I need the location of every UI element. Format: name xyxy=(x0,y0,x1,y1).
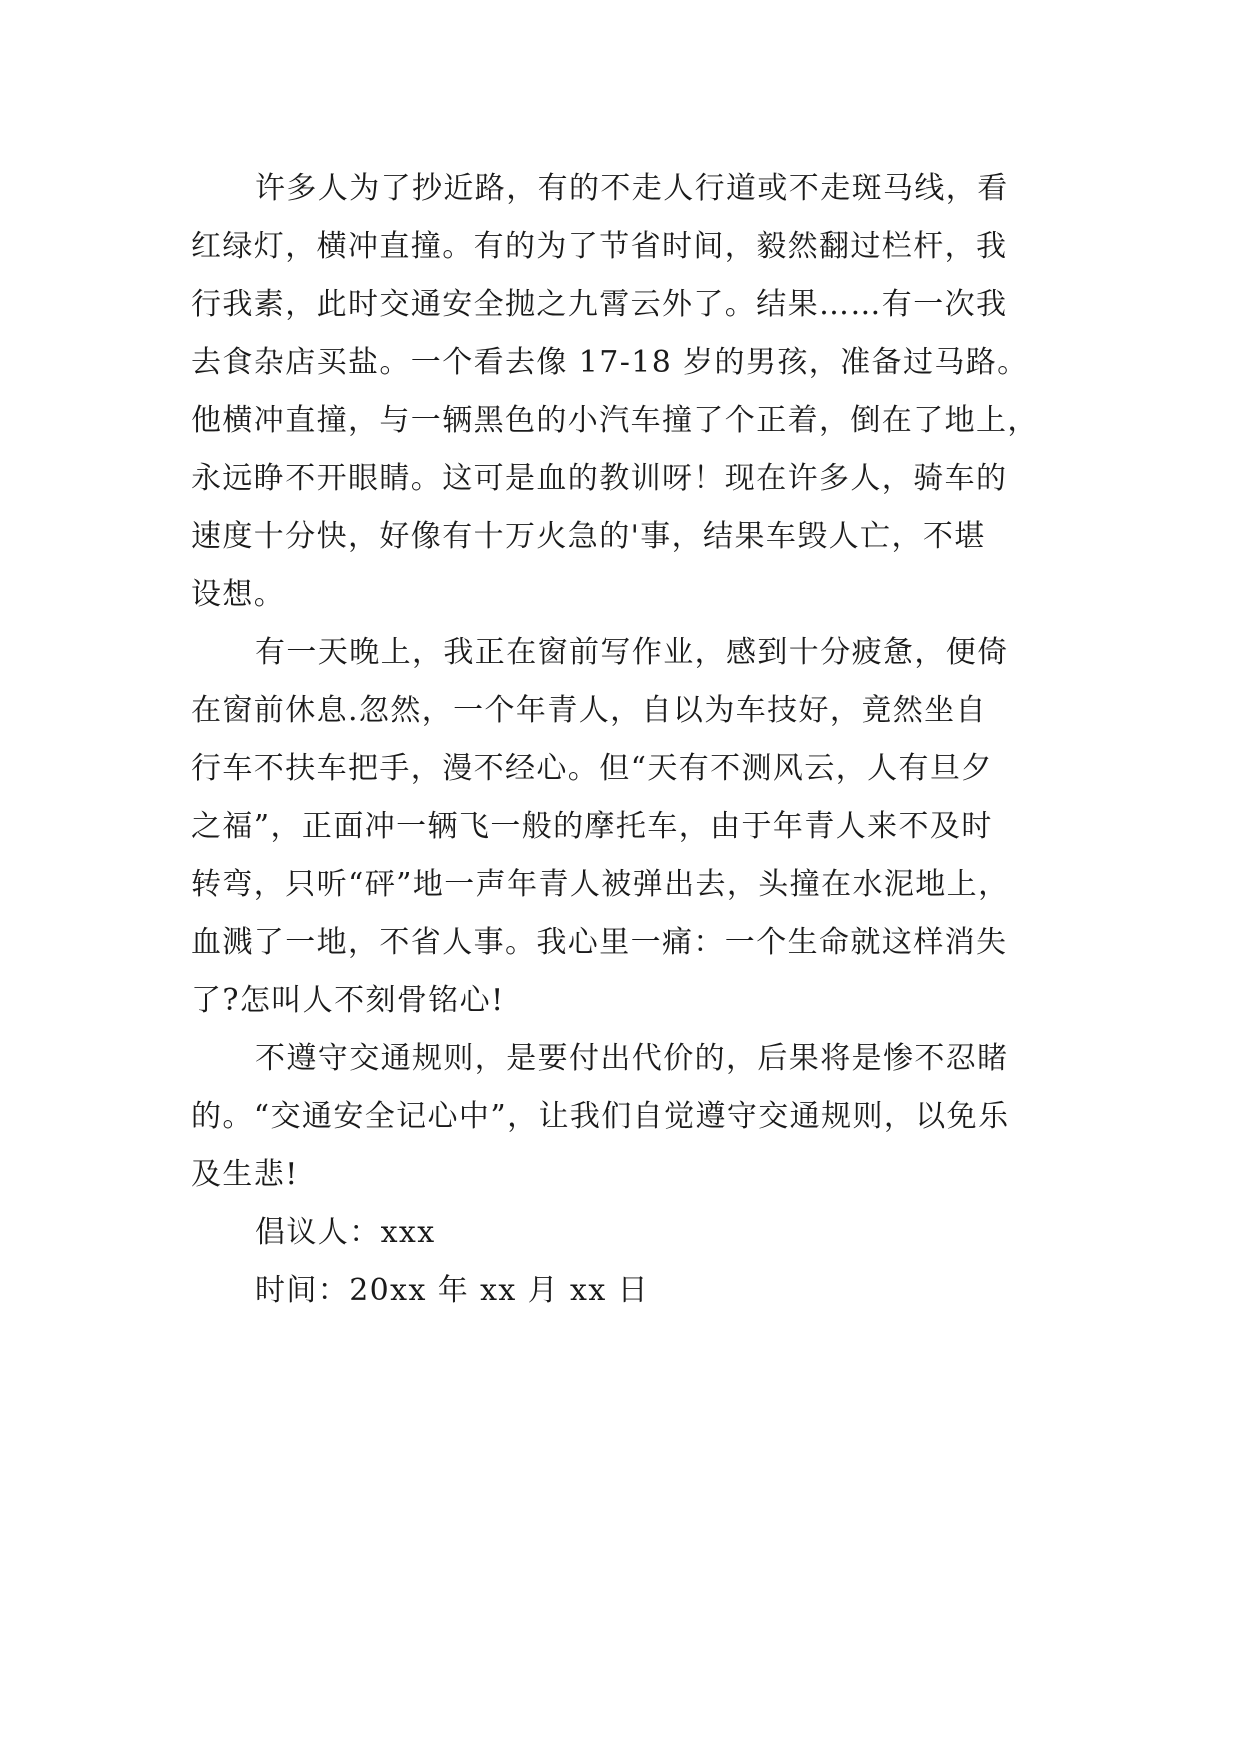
paragraph-2-line-7: 了?怎叫人不刻骨铭心! xyxy=(191,983,505,1018)
paragraph-2-line-1: 有一天晚上，我正在窗前写作业，感到十分疲惫，便倚 xyxy=(255,635,1009,670)
paragraph-3-line-2: 的。“交通安全记心中”，让我们自觉遵守交通规则，以免乐 xyxy=(191,1099,1010,1134)
paragraph-1-line-7: 速度十分快，好像有十万火急的'事，结果车毁人亡，不堪 xyxy=(191,519,986,554)
paragraph-3-line-1: 不遵守交通规则，是要付出代价的，后果将是惨不忍睹 xyxy=(255,1041,1009,1076)
paragraph-1-line-4: 去食杂店买盐。一个看去像 17-18 岁的男孩，准备过马路。 xyxy=(191,345,1029,380)
paragraph-2-line-3: 行车不扶车把手，漫不经心。但“天有不测风云，人有旦夕 xyxy=(191,751,993,786)
signature-date: 时间：20xx 年 xx 月 xx 日 xyxy=(255,1273,649,1308)
paragraph-1-line-6: 永远睁不开眼睛。这可是血的教训呀！现在许多人，骑车的 xyxy=(191,461,1008,496)
paragraph-2-line-5: 转弯，只听“砰”地一声年青人被弹出去，头撞在水泥地上， xyxy=(191,867,1010,902)
paragraph-1-line-5: 他横冲直撞，与一辆黑色的小汽车撞了个正着，倒在了地上， xyxy=(191,403,1039,438)
paragraph-3-line-3: 及生悲! xyxy=(191,1157,299,1192)
paragraph-1-line-8: 设想。 xyxy=(191,577,286,612)
paragraph-2-line-4: 之福”，正面冲一辆飞一般的摩托车，由于年青人来不及时 xyxy=(191,809,993,844)
paragraph-1-line-1: 许多人为了抄近路，有的不走人行道或不走斑马线，看 xyxy=(255,171,1009,206)
paragraph-1-line-2: 红绿灯，横冲直撞。有的为了节省时间，毅然翻过栏杆，我 xyxy=(191,229,1008,264)
paragraph-2-line-2: 在窗前休息.忽然，一个年青人，自以为车技好，竟然坐自 xyxy=(191,693,987,728)
signature-proposer: 倡议人：xxx xyxy=(255,1215,436,1250)
paragraph-1-line-3: 行我素，此时交通安全抛之九霄云外了。结果……有一次我 xyxy=(191,287,1008,322)
paragraph-2-line-6: 血溅了一地，不省人事。我心里一痛：一个生命就这样消失 xyxy=(191,925,1008,960)
